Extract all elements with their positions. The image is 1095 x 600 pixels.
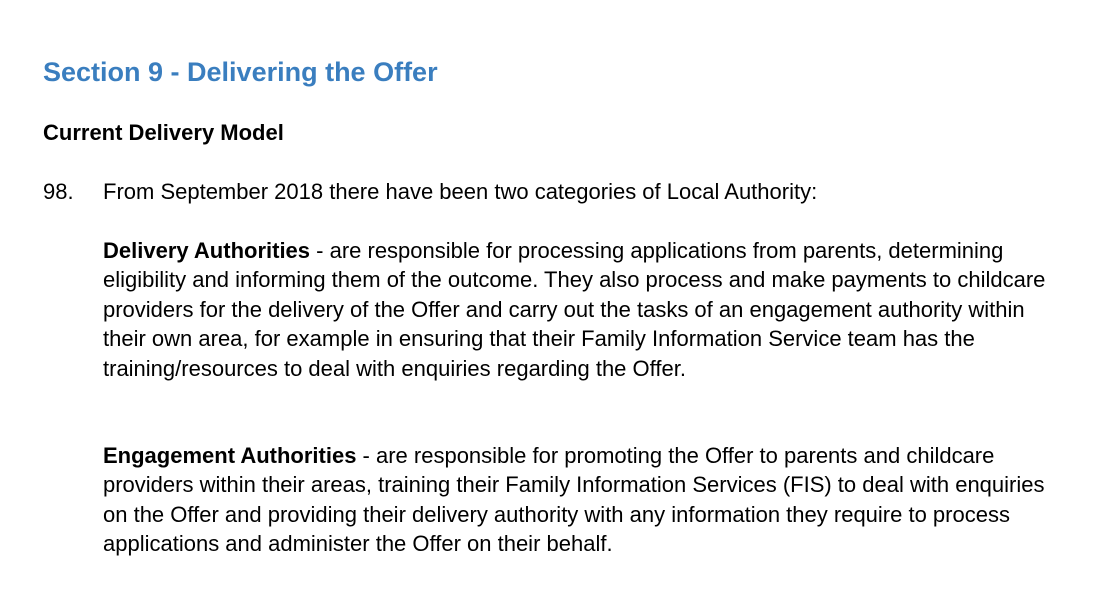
definition-text: - are responsible for promoting the Offer to parents and childcare providers within their areas, training their Family Information Services (FIS) to deal with enquiries on the Offer and providing their delivery authority with any information they require to process applications and administer the Offer on their behalf. [103,443,1045,557]
definition-text: - are responsible for processing applications from parents, determining eligibility and informing them of the outcome. They also process and make payments to childcare providers for the delivery of the Offer and carry out the tasks of an engagement authority within their own area, for example in ensuring that their Family Information Service team has the training/resources to deal with enquiries regarding the Offer. [103,238,1046,381]
definition-term: Engagement Authorities [103,443,357,468]
definition-engagement-authorities [103,441,1053,559]
definition-delivery-authorities [103,236,1053,383]
section-title: Section 9 - Delivering the Offer [43,57,438,87]
paragraph-number: 98. [43,179,74,204]
definition-term: Delivery Authorities [103,238,311,263]
paragraph-intro: From September 2018 there have been two categories of Local Authority: [103,179,818,204]
subheading: Current Delivery Model [43,120,284,145]
